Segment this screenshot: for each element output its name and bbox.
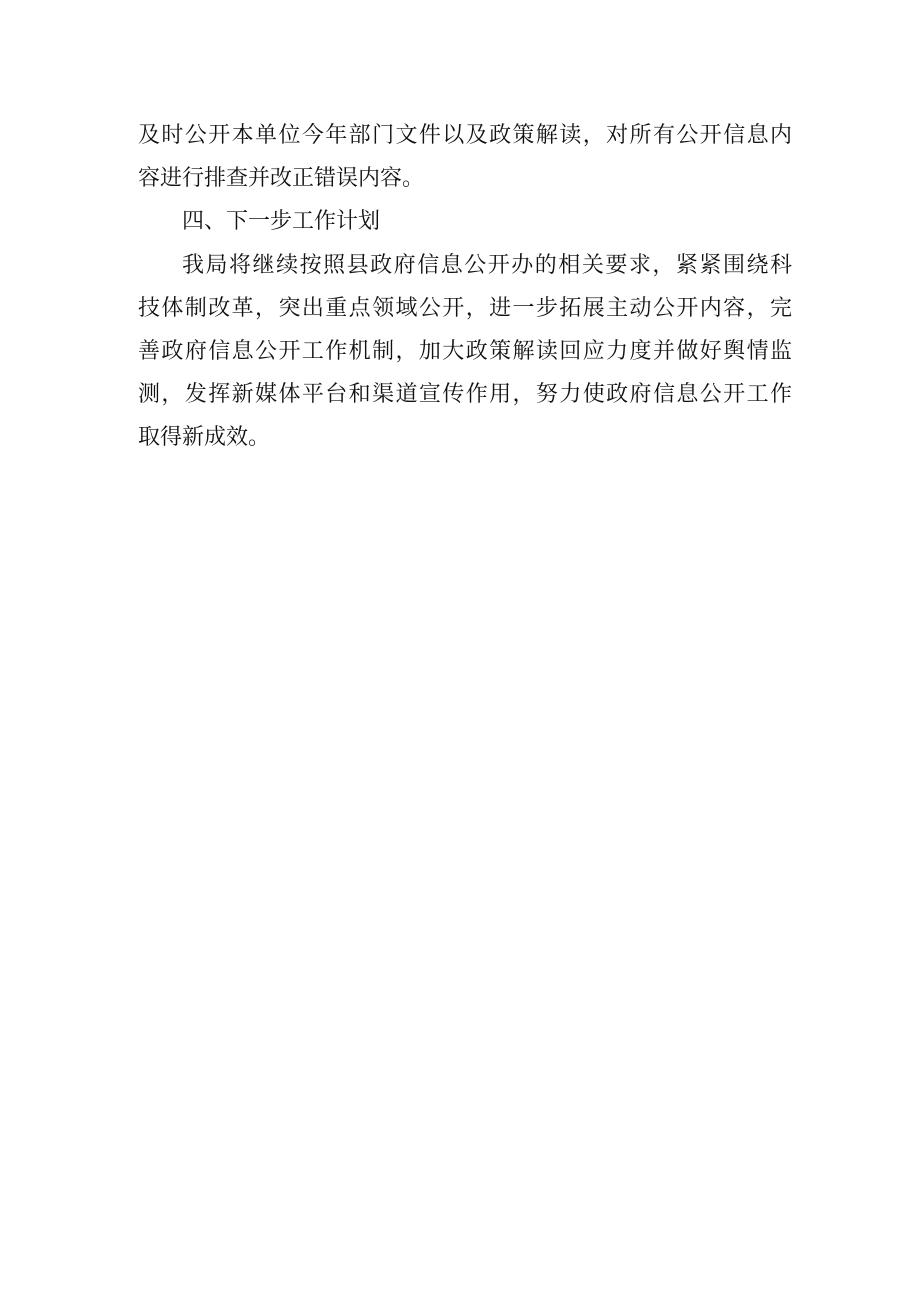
paragraph-line: 取得新成效。 [138,425,271,450]
paragraph-line: 善政府信息公开工作机制，加大政策解读回应力度并做好舆情监 [138,339,792,364]
paragraph-line: 容进行排查并改正错误内容。 [138,166,425,191]
section-heading: 四、下一步工作计划 [182,209,381,234]
paragraph-line: 及时公开本单位今年部门文件以及政策解读，对所有公开信息内 [138,123,792,148]
paragraph-line: 技体制改革，突出重点领域公开，进一步拓展主动公开内容，完 [138,296,792,321]
paragraph-line: 我局将继续按照县政府信息公开办的相关要求，紧紧围绕科 [182,253,792,278]
paragraph-line: 测，发挥新媒体平台和渠道宣传作用，努力使政府信息公开工作 [138,382,792,407]
